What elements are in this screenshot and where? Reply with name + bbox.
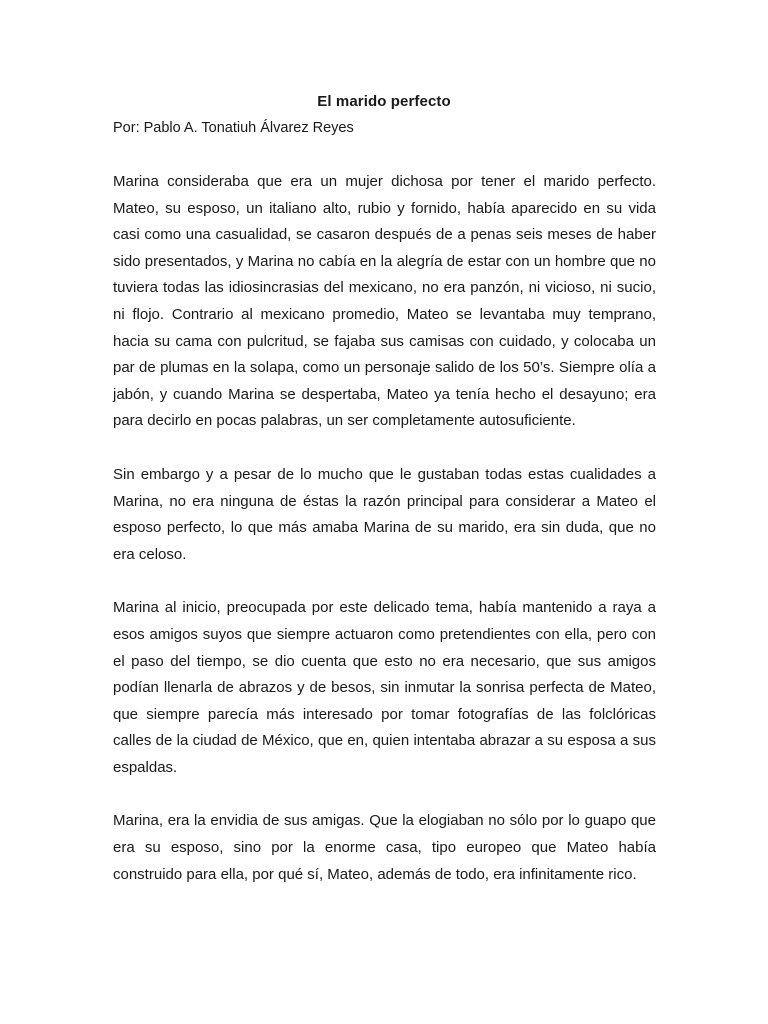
paragraph-3: Marina al inicio, preocupada por este delicado tema, había mantenido a raya a esos amigos suyos que siempre actuaron como pretendientes con ella, pero con el paso del tiempo, se dio cuenta que esto no era necesario, que sus amigos podían llenarla de abrazos y de besos, sin inmutar la sonrisa perfecta de Mateo, que siempre parecía más interesado por tomar fotografías de las folclóricas calles de la ciudad de México, que en, quien intentaba abrazar a su esposa a sus espaldas. <box>113 599 656 776</box>
paragraph-4: Marina, era la envidia de sus amigas. Que la elogiaban no sólo por lo guapo que era su esposo, sino por la enorme casa, tipo europeo que Mateo había construido para ella, por qué sí, Mateo, además de todo, era infinitamente rico. <box>113 812 656 883</box>
author-byline: Por: Pablo A. Tonatiuh Álvarez Reyes <box>113 120 354 136</box>
document-body <box>113 169 656 915</box>
paragraph-2: Sin embargo y a pesar de lo mucho que le gustaban todas estas cualidades a Marina, no era ninguna de éstas la razón principal para considerar a Mateo el esposo perfecto, lo que más amaba Marina de su marido, era sin duda, que no era celoso. <box>113 465 656 563</box>
paragraph-1: Marina consideraba que era un mujer dichosa por tener el marido perfecto. Mateo, su esposo, un italiano alto, rubio y fornido, había aparecido en su vida casi como una casualidad, se casaron después de a penas seis meses de haber sido presentados, y Marina no cabía en la alegría de estar con un hombre que no tuviera todas las idiosincrasias del mexicano, no era panzón, ni vicioso, ni sucio, ni flojo. Contrario al mexicano promedio, Mateo se levantaba muy temprano, hacia su cama con pulcritud, se fajaba sus camisas con cuidado, y colocaba un par de plumas en la solapa, como un personaje salido de los 50’s. Siempre olía a jabón, y cuando Marina se despertaba, Mateo ya tenía hecho el desayuno; era para decirlo en pocas palabras, un ser completamente autosuficiente. <box>113 173 656 430</box>
document-title: El marido perfecto <box>317 93 451 110</box>
